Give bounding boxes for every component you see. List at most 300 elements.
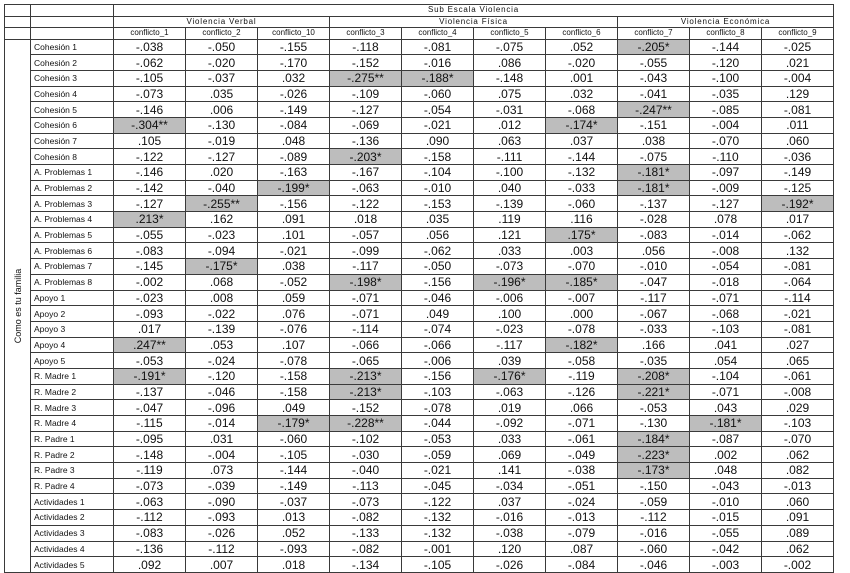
table-row	[5, 337, 834, 353]
value-cell: .116	[546, 212, 618, 228]
value-cell: -.145	[114, 259, 186, 275]
value-cell: -.132	[402, 525, 474, 541]
value-cell: -.053	[114, 353, 186, 369]
table-row	[5, 39, 834, 55]
value-cell: -.070	[690, 133, 762, 149]
value-cell: -.114	[330, 321, 402, 337]
value-cell: .018	[330, 212, 402, 228]
value-cell: -.081	[762, 102, 834, 118]
value-cell: .092	[114, 557, 186, 573]
value-cell: -.100	[690, 70, 762, 86]
row-label: A. Problemas 7	[31, 259, 114, 275]
value-cell: .132	[762, 243, 834, 259]
table-row	[5, 321, 834, 337]
value-cell: .049	[402, 306, 474, 322]
table-row	[5, 510, 834, 526]
value-cell: -.008	[690, 243, 762, 259]
value-cell: .069	[474, 447, 546, 463]
value-cell: .100	[474, 306, 546, 322]
value-cell-significant: -.182*	[546, 337, 618, 353]
value-cell: -.081	[762, 259, 834, 275]
value-cell: .001	[546, 70, 618, 86]
value-cell: -.030	[330, 447, 402, 463]
value-cell: -.146	[114, 102, 186, 118]
value-cell-significant: -.181*	[618, 165, 690, 181]
value-cell: -.065	[330, 353, 402, 369]
table-row	[5, 274, 834, 290]
value-cell: -.026	[186, 525, 258, 541]
table-row	[5, 102, 834, 118]
value-cell: .012	[474, 117, 546, 133]
row-label: A. Problemas 4	[31, 212, 114, 228]
value-cell: -.053	[618, 400, 690, 416]
value-cell: -.118	[330, 39, 402, 55]
row-label: Actividades 3	[31, 525, 114, 541]
value-cell: -.073	[114, 86, 186, 102]
value-cell: .066	[546, 400, 618, 416]
value-cell: -.083	[114, 243, 186, 259]
value-cell: .029	[762, 400, 834, 416]
value-cell: .053	[186, 337, 258, 353]
value-cell: -.133	[330, 525, 402, 541]
value-cell: .065	[762, 353, 834, 369]
value-cell: .060	[762, 133, 834, 149]
value-cell: .129	[762, 86, 834, 102]
value-cell: -.054	[690, 259, 762, 275]
table-row	[5, 447, 834, 463]
value-cell: .006	[186, 102, 258, 118]
value-cell: .075	[474, 86, 546, 102]
value-cell: .082	[762, 463, 834, 479]
value-cell: -.023	[186, 227, 258, 243]
value-cell-significant: -.175*	[186, 259, 258, 275]
value-cell: -.117	[474, 337, 546, 353]
value-cell: -.021	[402, 463, 474, 479]
group-header: Violencia Económica	[618, 16, 834, 28]
table-row	[5, 227, 834, 243]
value-cell: -.038	[546, 463, 618, 479]
value-cell: .086	[474, 55, 546, 71]
value-cell-significant: -.228**	[330, 416, 402, 432]
value-cell: -.127	[690, 196, 762, 212]
value-cell: -.035	[618, 353, 690, 369]
value-cell: .052	[258, 525, 330, 541]
row-label: Cohesión 1	[31, 39, 114, 55]
value-cell: .031	[186, 431, 258, 447]
value-cell: -.120	[690, 55, 762, 71]
value-cell: -.092	[474, 416, 546, 432]
value-cell-significant: -.208*	[618, 368, 690, 384]
column-header: conflicto_1	[114, 28, 186, 40]
row-label: Apoyo 1	[31, 290, 114, 306]
value-cell: -.023	[114, 290, 186, 306]
table-row	[5, 353, 834, 369]
table-row	[5, 259, 834, 275]
value-cell: -.008	[762, 384, 834, 400]
value-cell: -.013	[762, 478, 834, 494]
value-cell: .020	[186, 165, 258, 181]
value-cell: .017	[114, 321, 186, 337]
corner-cell	[31, 5, 114, 17]
value-cell: -.076	[258, 321, 330, 337]
value-cell: .021	[762, 55, 834, 71]
table-row	[5, 212, 834, 228]
value-cell: -.060	[618, 541, 690, 557]
value-cell-significant: .213*	[114, 212, 186, 228]
table-row	[5, 431, 834, 447]
value-cell: -.075	[474, 39, 546, 55]
value-cell: -.155	[258, 39, 330, 55]
row-label: A. Problemas 3	[31, 196, 114, 212]
value-cell: -.058	[546, 353, 618, 369]
value-cell: -.060	[546, 196, 618, 212]
row-label: A. Problemas 5	[31, 227, 114, 243]
value-cell: .048	[690, 463, 762, 479]
table-row	[5, 400, 834, 416]
value-cell: -.059	[618, 494, 690, 510]
value-cell: .019	[474, 400, 546, 416]
value-cell: -.152	[330, 55, 402, 71]
row-label: Apoyo 4	[31, 337, 114, 353]
value-cell: -.073	[330, 494, 402, 510]
group-header: Violencia Verbal	[114, 16, 330, 28]
value-cell: .141	[474, 463, 546, 479]
value-cell: .059	[258, 290, 330, 306]
row-label: Cohesión 5	[31, 102, 114, 118]
row-label: A. Problemas 1	[31, 165, 114, 181]
column-header: conflicto_3	[330, 28, 402, 40]
value-cell: -.024	[546, 494, 618, 510]
value-cell: -.071	[690, 384, 762, 400]
value-cell: -.016	[618, 525, 690, 541]
value-cell: .049	[258, 400, 330, 416]
value-cell: -.109	[330, 86, 402, 102]
value-cell: -.081	[402, 39, 474, 55]
value-cell: -.122	[330, 196, 402, 212]
value-cell: -.074	[402, 321, 474, 337]
value-cell: -.167	[330, 165, 402, 181]
value-cell: .037	[546, 133, 618, 149]
value-cell: -.087	[690, 431, 762, 447]
value-cell: -.096	[186, 400, 258, 416]
value-cell: -.071	[546, 416, 618, 432]
value-cell: -.007	[546, 290, 618, 306]
value-cell: -.071	[330, 306, 402, 322]
column-header: conflicto_5	[474, 28, 546, 40]
value-cell: .035	[402, 212, 474, 228]
value-cell: -.082	[330, 510, 402, 526]
table-row	[5, 165, 834, 181]
value-cell: -.002	[762, 557, 834, 573]
row-label: Cohesión 4	[31, 86, 114, 102]
value-cell: -.137	[114, 384, 186, 400]
table-row	[5, 525, 834, 541]
value-cell: -.022	[186, 306, 258, 322]
value-cell: -.002	[114, 274, 186, 290]
value-cell: .052	[546, 39, 618, 55]
corner-cell	[31, 28, 114, 40]
value-cell: -.156	[402, 274, 474, 290]
value-cell: .166	[618, 337, 690, 353]
value-cell: -.134	[330, 557, 402, 573]
value-cell: .000	[546, 306, 618, 322]
value-cell: -.113	[330, 478, 402, 494]
value-cell: -.163	[258, 165, 330, 181]
value-cell: -.081	[762, 321, 834, 337]
value-cell-significant: -.304**	[114, 117, 186, 133]
value-cell-significant: -.221*	[618, 384, 690, 400]
value-cell: -.036	[762, 149, 834, 165]
value-cell-significant: -.205*	[618, 39, 690, 55]
value-cell: -.035	[690, 86, 762, 102]
value-cell: -.021	[402, 117, 474, 133]
value-cell: -.152	[330, 400, 402, 416]
value-cell: -.139	[186, 321, 258, 337]
value-cell: -.148	[474, 70, 546, 86]
value-cell: -.033	[618, 321, 690, 337]
value-cell: -.051	[546, 478, 618, 494]
value-cell: -.038	[114, 39, 186, 55]
row-group-label-cell	[5, 39, 31, 572]
row-label: Apoyo 3	[31, 321, 114, 337]
value-cell: .054	[690, 353, 762, 369]
value-cell: -.151	[618, 117, 690, 133]
value-cell: -.020	[546, 55, 618, 71]
value-cell: -.047	[114, 400, 186, 416]
value-cell: -.103	[762, 416, 834, 432]
value-cell: -.112	[114, 510, 186, 526]
value-cell: -.023	[474, 321, 546, 337]
value-cell: -.070	[762, 431, 834, 447]
value-cell: -.085	[690, 102, 762, 118]
value-cell: -.033	[546, 180, 618, 196]
value-cell: .089	[762, 525, 834, 541]
table-row	[5, 368, 834, 384]
row-label: Cohesión 6	[31, 117, 114, 133]
value-cell: -.170	[258, 55, 330, 71]
value-cell: -.090	[186, 494, 258, 510]
value-cell: -.137	[618, 196, 690, 212]
value-cell: -.066	[402, 337, 474, 353]
value-cell: .007	[186, 557, 258, 573]
value-cell: -.006	[474, 290, 546, 306]
value-cell: -.015	[690, 510, 762, 526]
value-cell: -.153	[402, 196, 474, 212]
value-cell: .087	[546, 541, 618, 557]
value-cell: -.158	[258, 384, 330, 400]
table-row	[5, 196, 834, 212]
header-column-row	[5, 28, 834, 40]
value-cell: -.122	[402, 494, 474, 510]
value-cell: -.104	[690, 368, 762, 384]
value-cell: -.055	[114, 227, 186, 243]
value-cell: -.146	[114, 165, 186, 181]
value-cell: -.063	[114, 494, 186, 510]
column-header: conflicto_7	[618, 28, 690, 40]
value-cell: -.150	[618, 478, 690, 494]
column-header: conflicto_6	[546, 28, 618, 40]
value-cell: -.020	[186, 55, 258, 71]
table-row	[5, 86, 834, 102]
value-cell-significant: .175*	[546, 227, 618, 243]
table-row	[5, 243, 834, 259]
header-title-row	[5, 5, 834, 17]
value-cell-significant: -.192*	[762, 196, 834, 212]
value-cell: -.068	[690, 306, 762, 322]
row-label: A. Problemas 2	[31, 180, 114, 196]
value-cell: -.156	[402, 368, 474, 384]
value-cell: -.006	[402, 353, 474, 369]
value-cell: -.018	[690, 274, 762, 290]
row-label: Cohesión 3	[31, 70, 114, 86]
column-header: conflicto_4	[402, 28, 474, 40]
value-cell-significant: -.196*	[474, 274, 546, 290]
value-cell-significant: -.199*	[258, 180, 330, 196]
value-cell: .033	[474, 243, 546, 259]
value-cell: -.063	[474, 384, 546, 400]
value-cell: -.139	[474, 196, 546, 212]
value-cell: -.046	[186, 384, 258, 400]
value-cell: -.059	[402, 447, 474, 463]
value-cell-significant: -.185*	[546, 274, 618, 290]
row-label: R. Madre 3	[31, 400, 114, 416]
value-cell: -.043	[690, 478, 762, 494]
row-label: Actividades 2	[31, 510, 114, 526]
value-cell: -.136	[330, 133, 402, 149]
value-cell: -.010	[402, 180, 474, 196]
value-cell: -.053	[402, 431, 474, 447]
value-cell: .120	[474, 541, 546, 557]
value-cell: -.041	[618, 86, 690, 102]
table-row	[5, 117, 834, 133]
correlation-table	[4, 4, 834, 573]
row-label: Cohesión 7	[31, 133, 114, 149]
corner-cell	[5, 16, 31, 28]
value-cell: .119	[474, 212, 546, 228]
value-cell: -.075	[618, 149, 690, 165]
value-cell: -.095	[114, 431, 186, 447]
value-cell: -.067	[618, 306, 690, 322]
value-cell: .003	[546, 243, 618, 259]
value-cell: -.084	[258, 117, 330, 133]
value-cell: -.061	[762, 368, 834, 384]
value-cell: -.084	[546, 557, 618, 573]
value-cell: -.093	[186, 510, 258, 526]
value-cell: -.060	[258, 431, 330, 447]
value-cell: -.019	[186, 133, 258, 149]
row-label: Actividades 5	[31, 557, 114, 573]
table-title: Sub Escala Violencia	[114, 5, 834, 17]
value-cell: -.115	[114, 416, 186, 432]
value-cell: .121	[474, 227, 546, 243]
value-cell: .035	[186, 86, 258, 102]
value-cell: -.089	[258, 149, 330, 165]
value-cell: -.052	[258, 274, 330, 290]
value-cell: -.071	[690, 290, 762, 306]
value-cell: -.025	[762, 39, 834, 55]
value-cell-significant: -.173*	[618, 463, 690, 479]
row-label: R. Madre 4	[31, 416, 114, 432]
value-cell-significant: -.181*	[690, 416, 762, 432]
value-cell: -.062	[402, 243, 474, 259]
value-cell: -.071	[330, 290, 402, 306]
value-cell: -.082	[330, 541, 402, 557]
value-cell: .076	[258, 306, 330, 322]
row-label: Actividades 1	[31, 494, 114, 510]
value-cell: -.039	[186, 478, 258, 494]
value-cell: -.094	[186, 243, 258, 259]
table-row	[5, 306, 834, 322]
value-cell: -.117	[618, 290, 690, 306]
value-cell: -.034	[474, 478, 546, 494]
value-cell: -.038	[474, 525, 546, 541]
table-row	[5, 133, 834, 149]
value-cell: -.050	[402, 259, 474, 275]
value-cell: .027	[762, 337, 834, 353]
column-header: conflicto_2	[186, 28, 258, 40]
table-row	[5, 541, 834, 557]
value-cell-significant: -.181*	[618, 180, 690, 196]
group-header: Violencia Física	[330, 16, 618, 28]
value-cell: .043	[690, 400, 762, 416]
value-cell: -.057	[330, 227, 402, 243]
value-cell: .062	[762, 447, 834, 463]
table-row	[5, 70, 834, 86]
value-cell: -.040	[186, 180, 258, 196]
row-label: R. Padre 1	[31, 431, 114, 447]
value-cell: .060	[762, 494, 834, 510]
value-cell: -.045	[402, 478, 474, 494]
value-cell: -.062	[762, 227, 834, 243]
row-label: Cohesión 8	[31, 149, 114, 165]
table-row	[5, 149, 834, 165]
value-cell: -.054	[402, 102, 474, 118]
value-cell: -.049	[546, 447, 618, 463]
value-cell: -.047	[618, 274, 690, 290]
value-cell: .011	[762, 117, 834, 133]
value-cell: -.156	[258, 196, 330, 212]
value-cell: .068	[186, 274, 258, 290]
value-cell: -.010	[690, 494, 762, 510]
value-cell-significant: .247**	[114, 337, 186, 353]
value-cell: -.037	[258, 494, 330, 510]
table-row	[5, 478, 834, 494]
value-cell: .056	[618, 243, 690, 259]
value-cell-significant: -.184*	[618, 431, 690, 447]
value-cell: -.046	[402, 290, 474, 306]
value-cell: .041	[690, 337, 762, 353]
value-cell: -.050	[186, 39, 258, 55]
value-cell: -.144	[546, 149, 618, 165]
corner-cell	[5, 5, 31, 17]
value-cell-significant: -.191*	[114, 368, 186, 384]
column-header: conflicto_8	[690, 28, 762, 40]
column-header: conflicto_9	[762, 28, 834, 40]
value-cell: -.149	[762, 165, 834, 181]
value-cell: -.003	[690, 557, 762, 573]
value-cell: .032	[258, 70, 330, 86]
value-cell: -.111	[474, 149, 546, 165]
value-cell: .105	[114, 133, 186, 149]
value-cell: -.099	[330, 243, 402, 259]
value-cell: -.097	[690, 165, 762, 181]
value-cell: .078	[690, 212, 762, 228]
value-cell: -.119	[114, 463, 186, 479]
value-cell: -.158	[402, 149, 474, 165]
value-cell: -.014	[690, 227, 762, 243]
row-group-label: Como es tu familia	[12, 268, 23, 343]
value-cell: -.064	[762, 274, 834, 290]
